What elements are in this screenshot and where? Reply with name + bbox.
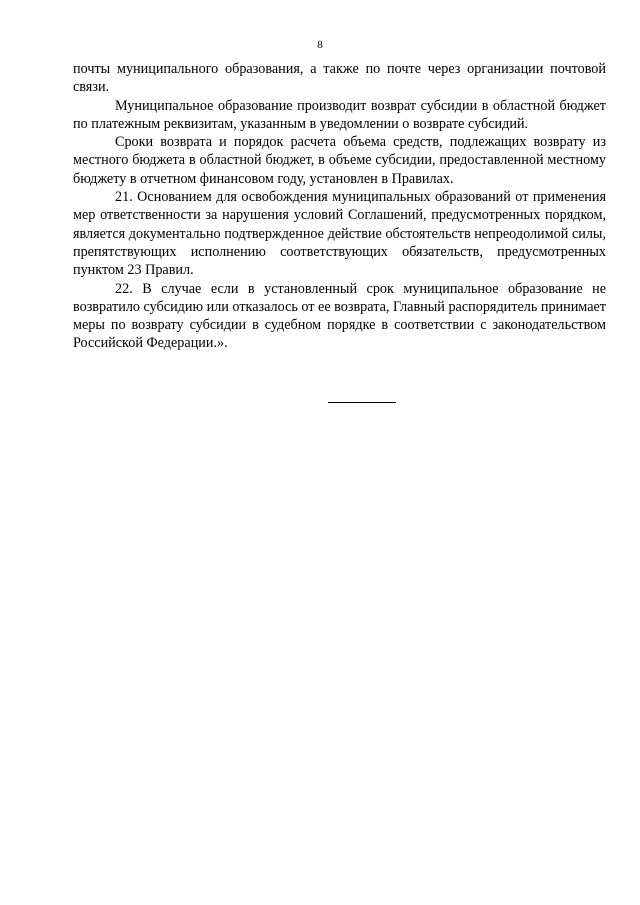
body-text <box>73 60 606 353</box>
paragraph-item-22: 22. В случае если в установленный срок муниципальное образование не возвратило субсидию или отказалось от ее возврата, Главный распорядитель принимает меры по возврату субсидии в судебном порядке в соответствии с законодательством Российской Федерации.». <box>73 280 606 352</box>
page-number: 8 <box>317 39 323 51</box>
paragraph-return-terms: Сроки возврата и порядок расчета объема средств, подлежащих возврату из местного бюджета в областной бюджет, в объеме субсидии, предоставленной местному бюджету в отчетном финансовом году, установлен в Правилах. <box>73 134 606 187</box>
paragraph-subsidy-return: Муниципальное образование производит возврат субсидии в областной бюджет по платежным реквизитам, указанным в уведомлении о возврате субсидий. <box>73 97 606 132</box>
paragraph-postal-delivery: почты муниципального образования, а также по почте через организации почтовой связи. <box>73 61 606 96</box>
paragraph-item-21: 21. Основанием для освобождения муниципальных образований от применения мер ответственности за нарушения условий Соглашений, предусмотренных порядком, является документально подтвержденное действие обстоятельств непреодолимой силы, препятствующих исполнению соответствующих обязательств, предусмотренных пунктом 23 Правил. <box>73 189 606 279</box>
end-of-document-line <box>328 402 396 403</box>
